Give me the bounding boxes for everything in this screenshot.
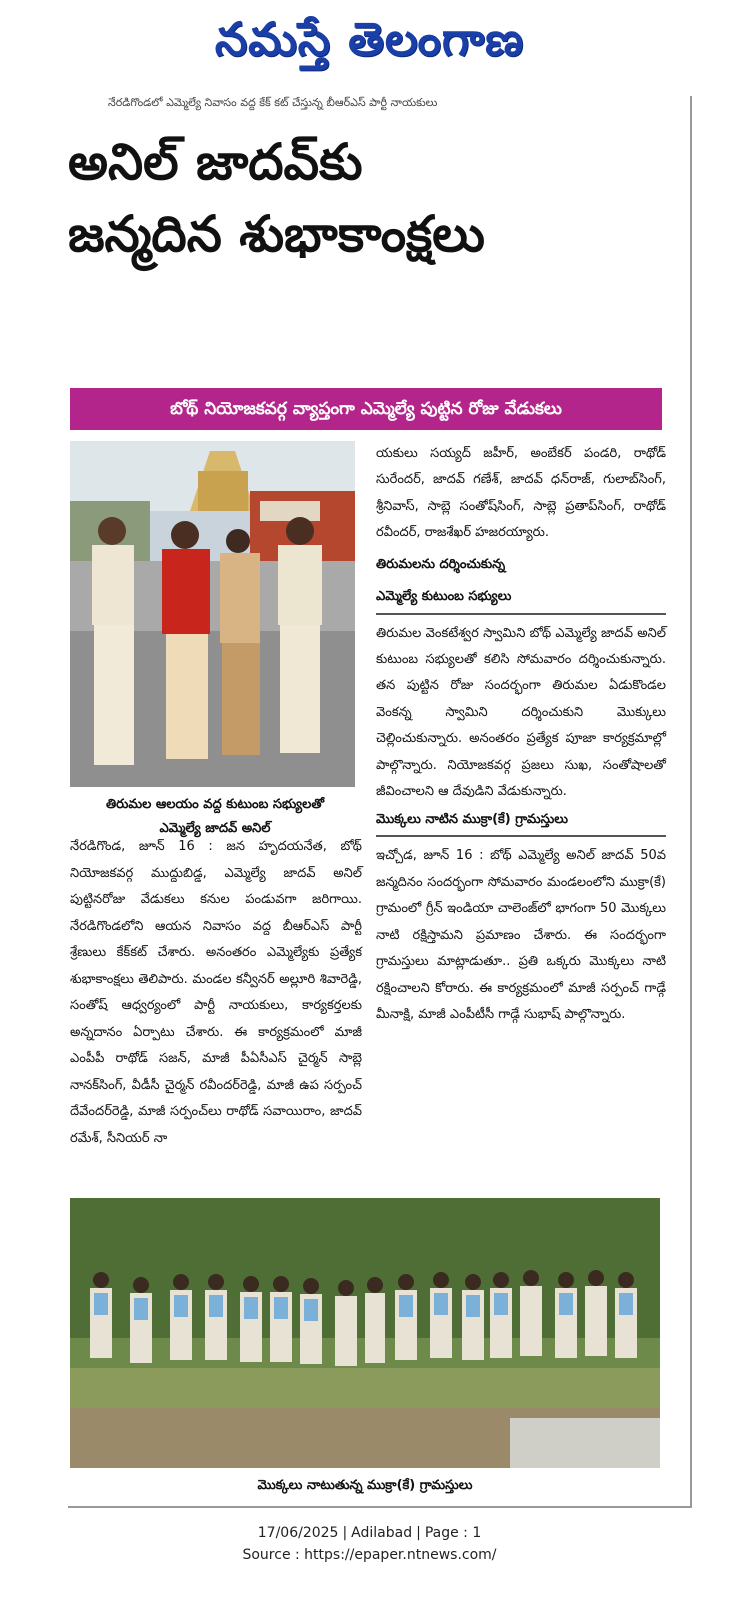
- headline-line-2: జన్మదిన శుభాకాంక్షలు: [68, 205, 485, 263]
- newspaper-logo: నమస్తే తెలంగాణ: [214, 12, 525, 66]
- subheadline-banner: బోథ్ నియోజకవర్గ వ్యాప్తంగా ఎమ్మెల్యే పుట్టిన రోజు వేడుకలు: [70, 388, 662, 430]
- body-paragraph: నేరడిగొండ, జూన్ 16 : జన హృదయనేత, బోథ్ నియోజకవర్గ ముద్దుబిడ్డ, ఎమ్మెల్యే జాదవ్ అనిల్ పుట్టినరోజు వేడుకలు కనుల పండువగా జరిగాయి. నేరడిగొండలోని ఆయన నివాసం వద్ద బీఆర్ఎస్ పార్టీ శ్రేణులు కేక్‌కట్ చేశారు. అనంతరం ఎమ్మెల్యేకు ప్రత్యేక శుభాకాంక్షలు తెలిపారు. మండల కన్వీనర్ అల్లూరి శివారెడ్డి, సంతోష్ ఆధ్వర్యంలో పార్టీ నాయకులు, కార్యకర్తలకు అన్నదానం ఏర్పాటు చేశారు. ఈ కార్యక్రమంలో మాజీ ఎంపీపీ రాథోడ్ సజన్, మాజీ పీఏసీఎస్ చైర్మన్ సాబ్లె నానక్‌సింగ్, వీడీసీ చైర్మన్ రవీందర్‌రెడ్డి, మాజీ ఉప సర్పంచ్ దేవేందర్‌రెడ్డి, మాజీ సర్పంచ్‌లు రాథోడ్ సవాయిరాం, జాదవ్ రమేశ్, సీనియర్ నా: [70, 839, 362, 1146]
- masthead: [0, 8, 739, 70]
- section-heading-tirumala: [376, 549, 666, 615]
- section-body-tirumala: తిరుమల వెంకటేశ్వర స్వామిని బోథ్ ఎమ్మెల్యే జాదవ్ అనిల్ కుటుంబ సభ్యులతో కలిసి సోమవారం దర్శించుకున్నారు. తన పుట్టిన రోజు సందర్భంగా తిరుమల ఏడుకొండల వెంకన్న స్వామిని దర్శించుకుని మొక్కులు చెల్లించుకున్నారు. అనంతరం ప్రత్యేక పూజా కార్యక్రమాల్లో పాల్గొన్నారు. నియోజకవర్గ ప్రజలు సుఖ, సంతోషాలతో జీవించాలని ఆ దేవుడిని వేడుకున్నారు.: [376, 625, 666, 800]
- footer-edition-line: 17/06/2025 | Adilabad | Page : 1: [257, 1525, 482, 1541]
- footer-source: Source : https://epaper.ntnews.com/: [242, 1547, 497, 1563]
- headline: [68, 126, 690, 270]
- footer-edition: Adilabad: [351, 1525, 413, 1541]
- temple-family-photo: [70, 441, 355, 787]
- photo-caption-saplings: మొక్కలు నాటుతున్న ముక్రా(కే) గ్రామస్తులు: [257, 1478, 473, 1493]
- article-body-left: [70, 834, 362, 1152]
- footer-date: 17/06/2025: [257, 1525, 339, 1541]
- section-heading-saplings: మొక్కలు నాటిన ముక్రా(కే) గ్రామస్తులు: [376, 805, 666, 837]
- footer-page: Page : 1: [424, 1525, 482, 1541]
- section-heading-line: తిరుమలను దర్శించుకున్న: [376, 556, 506, 572]
- news-clipping: [68, 96, 692, 1508]
- page-footer: [0, 1522, 739, 1566]
- sapling-planting-photo: [70, 1198, 660, 1468]
- body-paragraph-continued: యకులు సయ్యద్ జహీర్, అంబేకర్ పండరి, రాథోడ్ సురేందర్, జాదవ్ గణేశ్, జాదవ్ ధన్‌రాజ్, గులాబ్‌సింగ్, శ్రీనివాస్, సాబ్లె సంతోష్‌సింగ్, సాబ్లె ప్రతాప్‌సింగ్, రాథోడ్ రవీందర్, రాజశేఖర్ హజరయ్యారు.: [376, 446, 666, 541]
- photo-kicker: నేరడిగొండలో ఎమ్మెల్యే నివాసం వద్ద కేక్ కట్ చేస్తున్న బీఆర్ఎస్ పార్టీ నాయకులు: [108, 96, 438, 109]
- article-body-right: [376, 441, 666, 1028]
- section-body-saplings: ఇచ్చోడ, జూన్ 16 : బోథ్ ఎమ్మెల్యే అనిల్ జాదవ్ 50వ జన్మదినం సందర్భంగా సోమవారం మండలంలోని ముక్రా(కే) గ్రామంలో గ్రీన్ ఇండియా చాలెంజ్‌లో భాగంగా 50 మొక్కలు నాటి రక్షిస్తామని ప్రమాణం చేశారు. ఈ సందర్భంగా గ్రామస్తులు మాట్లాడుతూ.. ప్రతి ఒక్కరు మొక్కలు నాటి రక్షించాలని కోరారు. ఈ కార్యక్రమంలో మాజీ సర్పంచ్ గాడ్గే మీనాక్షి, మాజీ ఎంపీటీసీ గాడ్గే సుభాష్ పాల్గొన్నారు.: [376, 848, 666, 1022]
- photo-caption-line: ఎమ్మెల్యే జాదవ్ అనిల్: [159, 821, 271, 836]
- headline-line-1: అనిల్ జాదవ్‌కు: [68, 133, 363, 191]
- section-heading-line: ఎమ్మెల్యే కుటుంబ సభ్యులు: [376, 588, 512, 604]
- photo-caption-line: తిరుమల ఆలయం వద్ద కుటుంబ సభ్యులతో: [105, 797, 325, 812]
